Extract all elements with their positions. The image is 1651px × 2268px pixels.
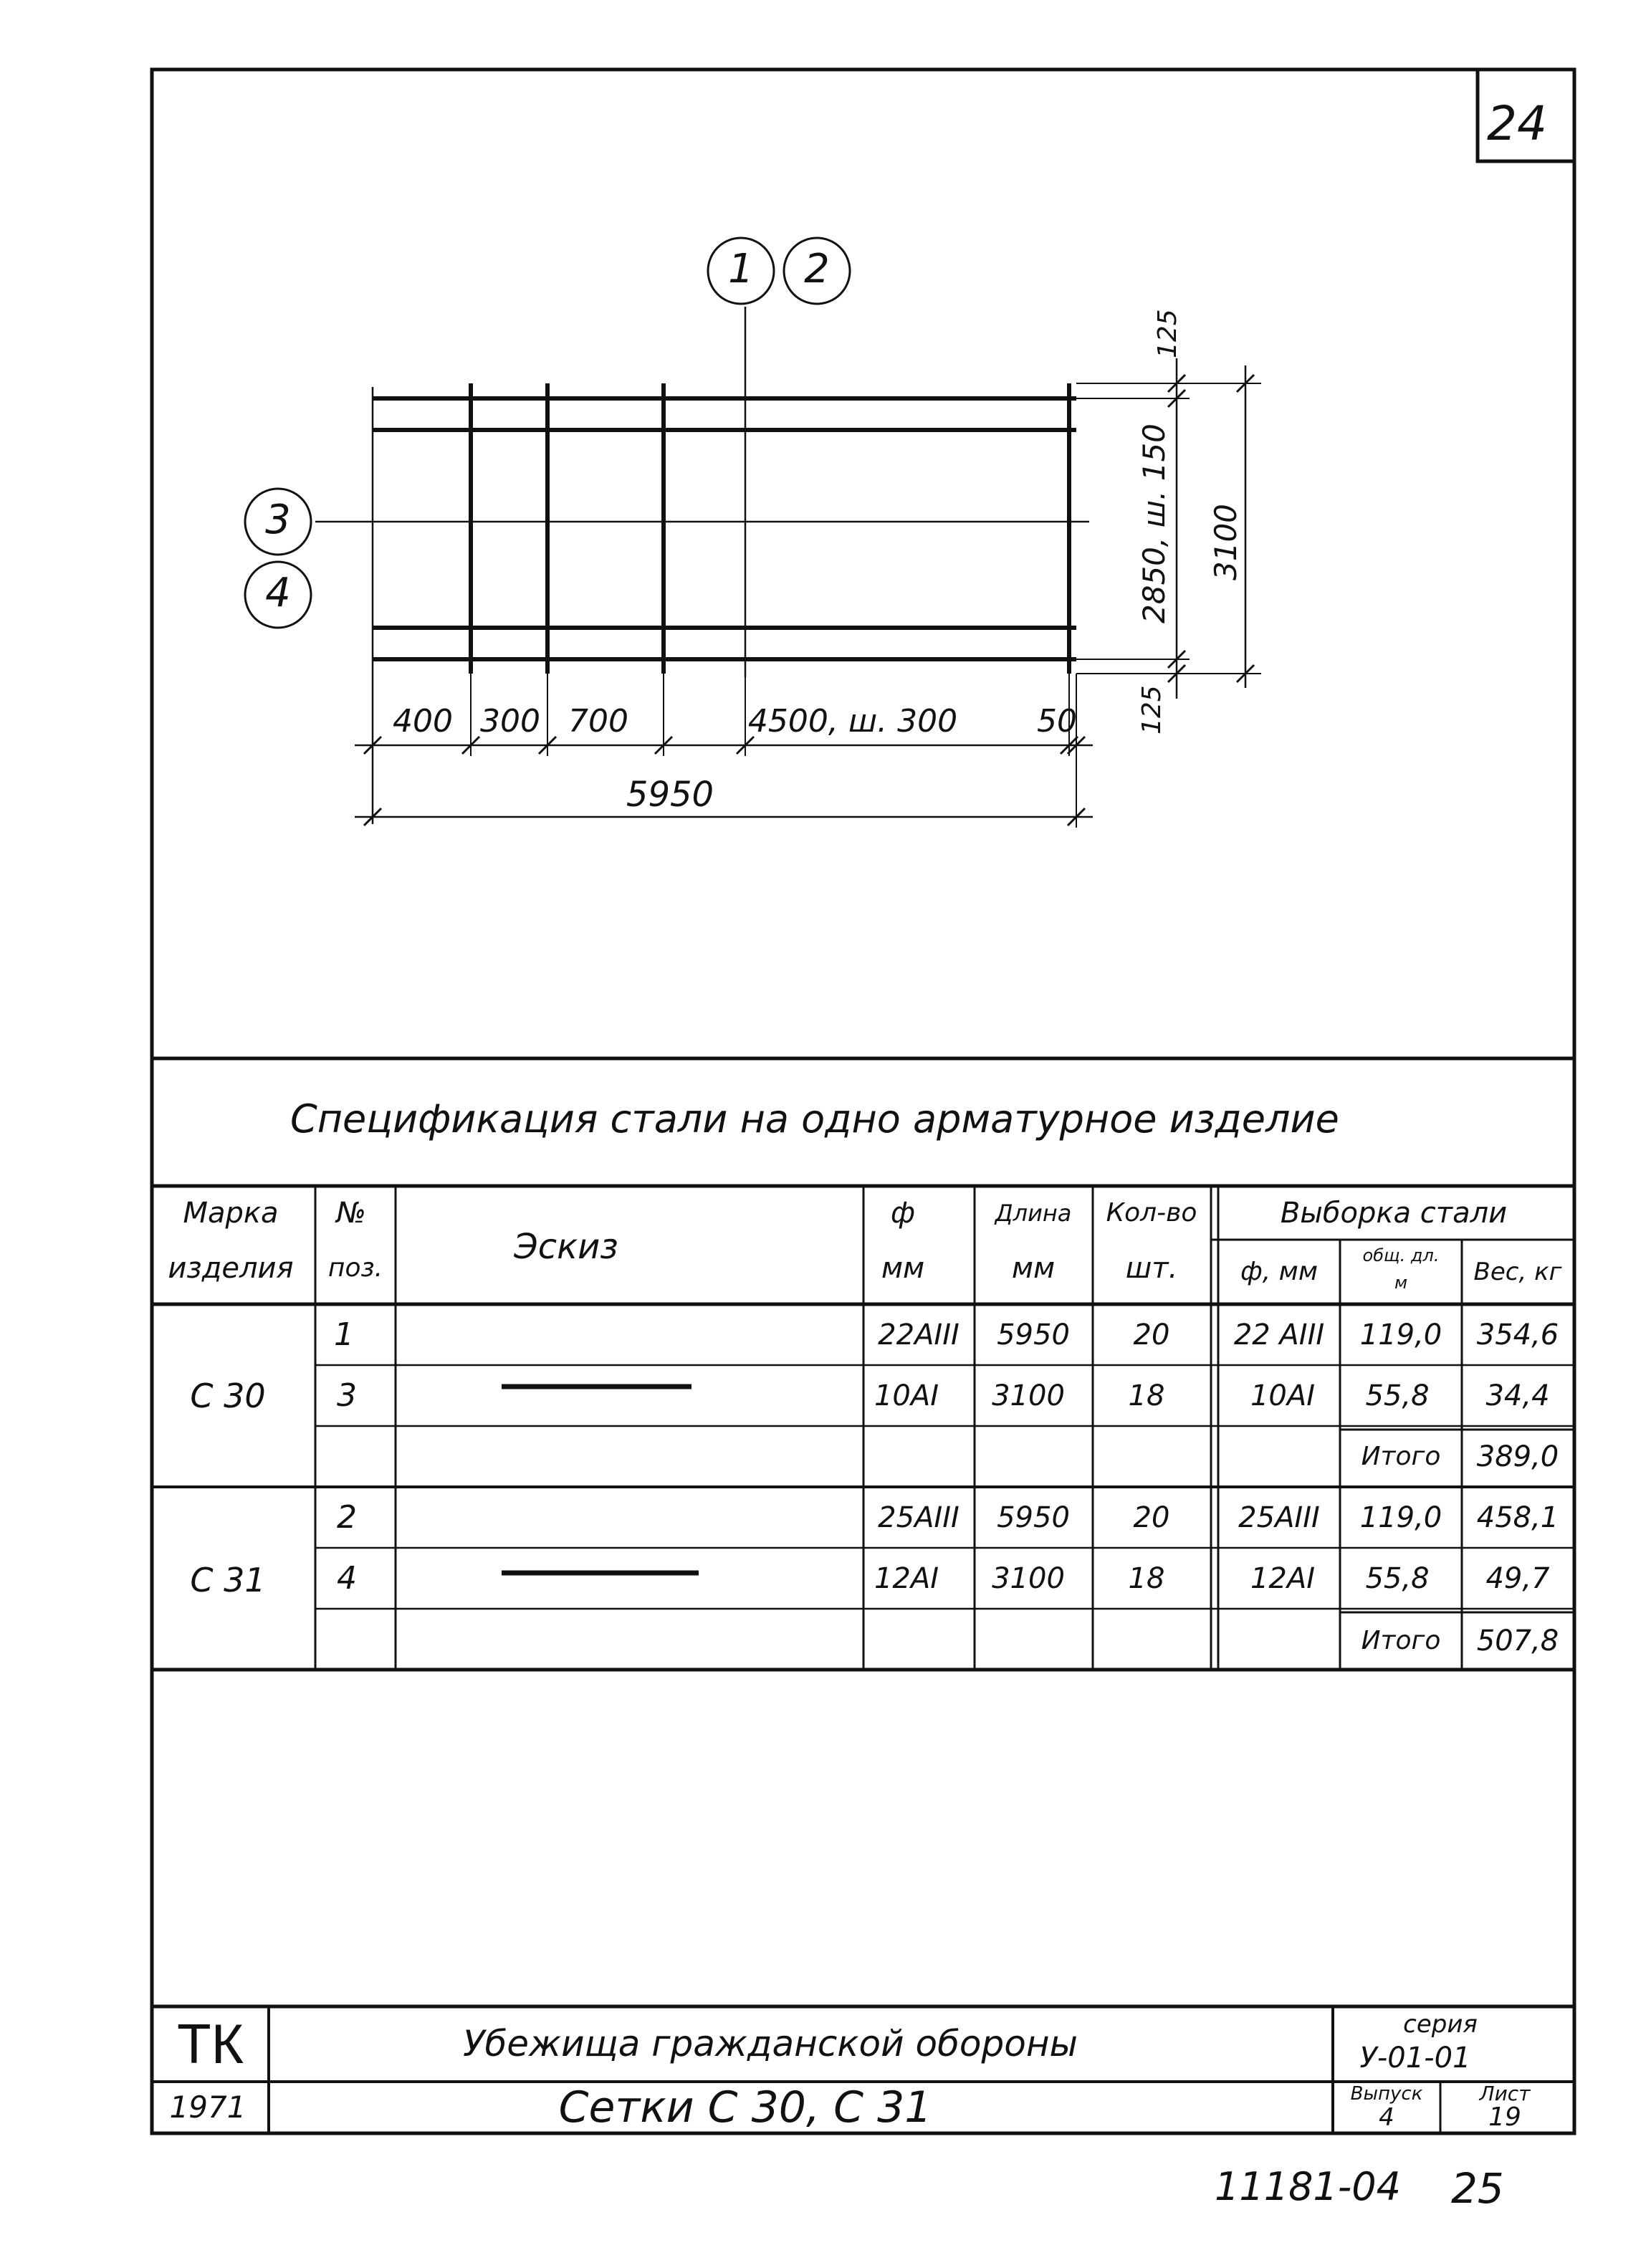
c30-row1-count: 20 [1133,1319,1170,1351]
tb-series-value: У-01-01 [1359,2042,1471,2075]
c31-row2-slen: 55,8 [1365,1562,1430,1595]
c31-row1-pos: 2 [337,1499,357,1536]
hdr-mark-1: Марка [183,1197,279,1230]
tb-issue-label: Выпуск [1350,2083,1423,2105]
mark-c31: С 31 [190,1561,266,1599]
spec-table-title: Спецификация стали на одно арматурное изделие [290,1096,1339,1142]
tb-org: ТК [176,2012,244,2075]
callout-label-2: 2 [804,246,830,292]
c31-row2-pos: 4 [337,1560,357,1597]
hdr-steel-diam: ф, мм [1240,1257,1318,1286]
c31-row2-sweight: 49,7 [1485,1562,1550,1595]
c31-row2-diam: 12АI [874,1562,939,1595]
corner-page-number: 24 [1487,96,1547,151]
hdr-length-2: мм [1011,1252,1056,1285]
c30-row2-length: 3100 [992,1379,1065,1412]
hdr-steel-len-1: общ. дл. [1362,1245,1440,1265]
bottom-page-number: 25 [1451,2164,1504,2213]
tb-title: Убежища гражданской обороны [462,2023,1078,2064]
hdr-count-2: шт. [1125,1252,1178,1285]
c30-row2-sweight: 34,4 [1485,1379,1550,1412]
hdr-length-1: Длина [995,1200,1072,1227]
mark-c30: С 30 [190,1377,266,1415]
hdr-count-1: Кол-во [1106,1198,1197,1228]
c31-row1-sdiam: 25АIII [1238,1501,1320,1534]
hdr-diam-2: мм [881,1252,925,1285]
c30-row2-sdiam: 10АI [1250,1379,1316,1412]
spec-table-grid [152,1058,1574,1670]
c30-total-label: Итого [1361,1442,1441,1471]
c31-row1-slen: 119,0 [1359,1501,1442,1534]
dim-label-300: 300 [480,703,540,740]
c31-row2-length: 3100 [992,1562,1065,1595]
dim-label-2850: 2850, ш. 150 [1136,424,1172,623]
dim-label-125-bottom: 125 [1137,685,1167,735]
hdr-pos-2: поз. [327,1253,383,1283]
callout-label-1: 1 [728,246,754,292]
tb-issue-value: 4 [1379,2103,1394,2132]
callout-label-3: 3 [265,497,291,543]
dim-label-125-top: 125 [1153,309,1182,358]
dim-label-400: 400 [393,703,453,740]
tb-year: 1971 [169,2090,247,2125]
c31-row1-sweight: 458,1 [1476,1501,1559,1534]
hdr-steel-len-2: м [1394,1273,1408,1293]
dim-label-700: 700 [568,703,628,740]
c30-row2-pos: 3 [337,1377,357,1414]
hdr-sketch: Эскиз [514,1227,618,1267]
c30-row1-diam: 22АIII [878,1319,960,1351]
c30-row1-sweight: 354,6 [1476,1319,1559,1351]
c30-row1-length: 5950 [997,1319,1070,1351]
callout-label-4: 4 [265,570,291,616]
hdr-mark-2: изделия [168,1252,294,1285]
dim-label-4500: 4500, ш. 300 [747,703,958,740]
c31-row1-length: 5950 [997,1501,1070,1534]
c30-row2-count: 18 [1128,1379,1165,1412]
hdr-diam-1: ф [890,1197,916,1230]
tb-series-label: серия [1403,2010,1478,2039]
c31-row1-diam: 25АIII [878,1501,960,1534]
c31-row2-sdiam: 12АI [1250,1562,1316,1595]
c31-total-value: 507,8 [1476,1625,1559,1657]
bottom-archive-code: 11181-04 [1215,2164,1401,2209]
c30-row1-slen: 119,0 [1359,1319,1442,1351]
c31-total-label: Итого [1361,1626,1441,1655]
c30-row2-slen: 55,8 [1365,1379,1430,1412]
dim-label-total-width: 3100 [1208,504,1243,580]
c30-row2-diam: 10АI [874,1379,939,1412]
c30-row1-pos: 1 [334,1316,354,1353]
hdr-pos-1: № [336,1197,366,1230]
c31-row1-count: 20 [1133,1501,1170,1534]
tb-sheet-value: 19 [1488,2102,1521,2132]
mesh-drawing [315,307,1261,828]
c31-row2-count: 18 [1128,1562,1165,1595]
c30-total-value: 389,0 [1476,1440,1559,1473]
dim-label-50: 50 [1037,703,1077,740]
dim-label-total-length: 5950 [626,775,714,815]
tb-subtitle: Сетки С 30, С 31 [558,2082,932,2133]
c30-row1-sdiam: 22 АIII [1233,1319,1325,1351]
hdr-steel: Выборка стали [1280,1197,1508,1230]
tb-sheet-label: Лист [1479,2082,1531,2105]
hdr-steel-weight: Вес, кг [1473,1258,1562,1286]
